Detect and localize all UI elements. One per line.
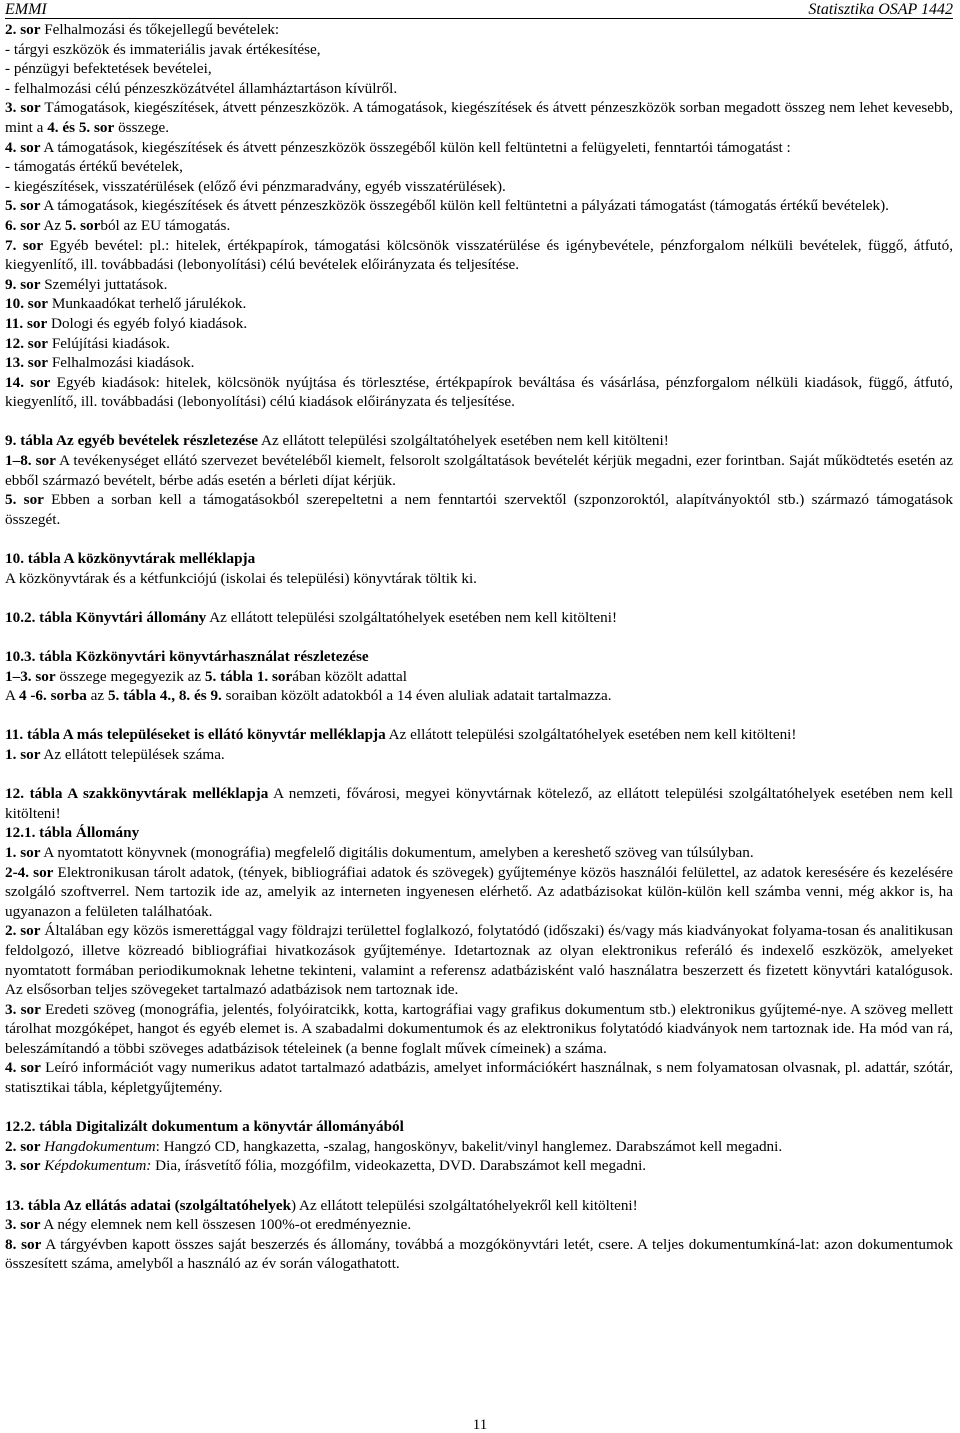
bold-run: 12.1. tábla Állomány xyxy=(5,824,140,842)
paragraph xyxy=(5,608,953,628)
paragraph xyxy=(5,490,953,529)
paragraph-gap xyxy=(5,627,953,647)
paragraph xyxy=(5,275,953,295)
bold-run: 5. tábla 4., 8. és 9. xyxy=(107,687,222,705)
page-header xyxy=(5,0,953,19)
bold-run: 4. sor xyxy=(5,138,41,156)
bold-run: 3. sor xyxy=(5,1000,41,1018)
text-run: Az xyxy=(40,216,65,234)
bold-run: 5. sor xyxy=(64,216,101,234)
text-run: - felhalmozási célú pénzeszközátvétel államháztartáson kívülről. xyxy=(5,79,398,97)
bold-run: 1. sor xyxy=(5,843,41,861)
bold-run: 7. sor xyxy=(5,236,44,254)
text-run: Eredeti szöveg (monográfia, jelentés, folyóiratcikk, kotta, kartográfiai vagy grafikus dokumentum stb.) elektronikus gyűjtemé-nye. A szöveg mellett tárolhat mozgóképet, hangot és egyéb elemet is. A szabadalmi dokumentumok és az elektronikus folytatódó kiadványok nem tartoznak ide. Ha mód van rá, beleszámítandó a többi szöveges adatbázisok tételeinek (a benne foglalt művek címeinek) a száma. xyxy=(5,1000,953,1057)
paragraph xyxy=(5,647,953,667)
paragraph xyxy=(5,1156,953,1176)
paragraph-gap xyxy=(5,529,953,549)
bold-run: 12.2. tábla Digitalizált dokumentum a könyvtár állományából xyxy=(5,1118,404,1136)
bold-run: 1–8. sor xyxy=(5,452,56,470)
bold-run: 2-4. sor xyxy=(5,863,54,881)
paragraph xyxy=(5,431,953,451)
header-left: EMMI xyxy=(5,1,47,18)
text-run: Felhalmozási kiadások. xyxy=(48,354,195,372)
text-run: Elektronikusan tárolt adatok, (tények, bibliográfiai adatok és szövegek) gyűjteménye közös használói felülettel, az adatok keresésére és kezelésére szolgáló szoftverrel. Nem tartozik ide az, amelyik az interneten ingyenesen elérhető. Az adatbázisokat külön-külön kell számba venni, még akkor is, ha ugyanazon a felületen találhatóak. xyxy=(5,863,953,920)
paragraph xyxy=(5,216,953,236)
text-run: A közkönyvtárak és a kétfunkciójú (iskolai és települési) könyvtárak töltik ki. xyxy=(5,569,477,587)
text-run: az xyxy=(86,687,108,705)
bold-run: 13. sor xyxy=(5,354,49,372)
text-run: - támogatás értékű bevételek, xyxy=(5,158,183,176)
paragraph xyxy=(5,1117,953,1137)
text-run: soraiban közölt adatokból a 14 éven aluliak adatait tartalmazza. xyxy=(221,687,612,705)
text-run: Felújítási kiadások. xyxy=(48,334,170,352)
paragraph xyxy=(5,451,953,490)
paragraph xyxy=(5,686,953,706)
header-right: Statisztika OSAP 1442 xyxy=(808,1,953,18)
bold-run: 11. sor xyxy=(5,314,48,332)
bold-run: 1. sor xyxy=(5,745,41,763)
text-run: A négy elemnek nem kell összesen 100%-ot eredményeznie. xyxy=(40,1216,412,1234)
page-number: 11 xyxy=(472,1417,488,1433)
paragraph xyxy=(5,334,953,354)
text-run: Az ellátott települések száma. xyxy=(40,745,225,763)
paragraph-gap xyxy=(5,765,953,785)
paragraph xyxy=(5,549,953,569)
text-run: - kiegészítések, visszatérülések (előző évi pénzmaradvány, egyéb visszatérülések). xyxy=(5,177,506,195)
text-run: Dologi és egyéb folyó kiadások. xyxy=(47,314,248,332)
paragraph xyxy=(5,725,953,745)
bold-run: 13. tábla Az ellátás adatai (szolgáltatóhelyek xyxy=(5,1196,292,1214)
paragraph xyxy=(5,823,953,843)
paragraph xyxy=(5,196,953,216)
bold-run: 10. sor xyxy=(5,295,49,313)
paragraph xyxy=(5,138,953,158)
bold-run: 4 -6. sorba xyxy=(18,687,87,705)
paragraph xyxy=(5,569,953,589)
bold-run: 3. sor xyxy=(5,1157,41,1175)
bold-run: 3. sor xyxy=(5,99,41,117)
paragraph-gap xyxy=(5,1176,953,1196)
paragraph xyxy=(5,294,953,314)
bold-run: 9. tábla Az egyéb bevételek részletezése xyxy=(5,432,259,450)
paragraph xyxy=(5,79,953,99)
bold-run: 2. sor xyxy=(5,1137,41,1155)
italic-run: Hangdokumentum xyxy=(44,1137,156,1155)
bold-run: 3. sor xyxy=(5,1216,41,1234)
bold-run: és 5. sor xyxy=(62,118,115,136)
document-body xyxy=(5,19,953,1274)
paragraph xyxy=(5,236,953,275)
paragraph xyxy=(5,784,953,823)
paragraph-gap xyxy=(5,412,953,432)
bold-run: 1–3. sor xyxy=(5,667,56,685)
text-run: A nyomtatott könyvnek (monográfia) megfelelő digitális dokumentum, amelyben a kereshető szöveg van túlsúlyban. xyxy=(40,843,754,861)
text-run: Támogatások, kiegészítések, átvett pénzeszközök. A támogatások, kiegészítések és átvett pénzeszközök sorban megadott összeg nem lehet kevesebb, mint a xyxy=(5,99,953,136)
paragraph-gap xyxy=(5,588,953,608)
paragraph xyxy=(5,373,953,412)
text-run: A támogatások, kiegészítések és átvett pénzeszközök összegéből külön kell feltüntetni a felügyeleti, fenntartói támogatást : xyxy=(40,138,791,156)
bold-run: 8. sor xyxy=(5,1235,42,1253)
paragraph xyxy=(5,1000,953,1059)
paragraph xyxy=(5,1235,953,1274)
text-run: Munkaadókat terhelő járulékok. xyxy=(48,295,247,313)
text-run: - pénzügyi befektetések bevételei, xyxy=(5,60,212,78)
paragraph-gap xyxy=(5,706,953,726)
paragraph xyxy=(5,843,953,863)
bold-run: 14. sor xyxy=(5,373,51,391)
text-run: A tárgyévben kapott összes saját beszerzés és állomány, továbbá a mozgókönyvtári letét, csere. A teljes dokumentumkíná-lat: azon dokumentumok összesített száma, amelyből a használó az év során válogathatott. xyxy=(5,1235,953,1273)
text-run: Általában egy közös ismerettággal vagy földrajzi területtel foglalkozó, folytatódó (időszaki) és/vagy más kiadványokat folyama-tosan és analitikusan feldolgozó, illetve közreadó bibliográfiai hivatkozások gyűjteménye. Idetartoznak az olyan elektronikus referáló és indexelő eszközök, amelyeket nyomtatott formában periodikumoknak lehetne tekinteni, valamint a referensz adatbázisként való használatra beszerzett és fizetett könyvtári katalógusok. Az elsősorban teljes szövegeket tartalmazó adatbázisok nem tartoznak ide. xyxy=(5,922,954,999)
bold-run: 12. sor xyxy=(5,334,49,352)
paragraph xyxy=(5,157,953,177)
paragraph xyxy=(5,20,953,40)
text-run: A tevékenységet ellátó szervezet bevételéből kiemelt, felsorolt szolgáltatások bevételét kérjük megadni, ezer forintban. Saját működtetés esetén az ebből származó bevételt, bérbe adás esetén a bérleti díjat kérjük. xyxy=(5,452,953,489)
bold-run: 5. tábla 1. sor xyxy=(204,667,293,685)
text-run: Egyéb bevétel: pl.: hitelek, értékpapírok, támogatási kölcsönök visszatérülése és igénybevétele, pénzforgalom nélküli bevételek, függő, átfutó, kiegyenlítő, ill. továbbadási (lebonyolítási) célú bevételek előirányzata és teljesítése. xyxy=(5,236,954,274)
bold-run: 10.3. tábla Közkönyvtári könyvtárhasználat részletezése xyxy=(5,648,369,665)
bold-run: 5. sor xyxy=(5,197,41,215)
paragraph xyxy=(5,59,953,79)
bold-run: 6. sor xyxy=(5,216,41,234)
paragraph xyxy=(5,745,953,765)
bold-run: 11. tábla A más településeket is ellátó könyvtár melléklapja xyxy=(5,726,386,744)
bold-run: 10.2. tábla Könyvtári állomány xyxy=(5,608,207,626)
paragraph xyxy=(5,863,953,922)
paragraph xyxy=(5,177,953,197)
text-run: Ebben a sorban kell a támogatásokból szerepeltetni a nem fenntartói szervektől (szponzoroktól, alapítványoktól stb.) származó támogatások összegét. xyxy=(5,491,953,528)
text-run: Egyéb kiadások: hitelek, kölcsönök nyújtása és törlesztése, értékpapírok beváltása és vásárlása, pénzforgalom nélküli kiadások, függő, átfutó, kiegyenlítő, ill. továbbadási (lebonyolítási) célú kiadások előirányzata és teljesítése. xyxy=(5,373,953,411)
bold-run: 2. sor xyxy=(5,21,41,38)
text-run: Felhalmozási és tőkejellegű bevételek: xyxy=(40,21,280,38)
bold-run: 5. sor xyxy=(5,491,44,509)
paragraph xyxy=(5,353,953,373)
text-run: - tárgyi eszközök és immateriális javak értékesítése, xyxy=(5,40,321,58)
bold-run: 9. sor xyxy=(5,275,41,293)
text-run: A xyxy=(5,687,19,705)
text-run: Az ellátott települési szolgáltatóhelyek esetében nem kell kitölteni! xyxy=(258,432,669,450)
text-run: ) Az ellátott települési szolgáltatóhelyekről kell kitölteni! xyxy=(291,1196,638,1214)
bold-run: 4. xyxy=(47,118,59,136)
italic-run: Képdokumentum: xyxy=(44,1157,152,1175)
paragraph xyxy=(5,1058,953,1097)
paragraph xyxy=(5,667,953,687)
text-run: Dia, írásvetítő fólia, mozgófilm, videokazetta, DVD. Darabszámot kell megadni. xyxy=(151,1157,647,1175)
paragraph xyxy=(5,1215,953,1235)
text-run: összege megegyezik az xyxy=(55,667,205,685)
paragraph xyxy=(5,98,953,137)
text-run: A nemzeti, fővárosi, megyei könyvtárnak kötelező, az ellátott települési szolgáltatóhelyek esetében nem kell kitölteni! xyxy=(5,785,953,822)
bold-run: 4. sor xyxy=(5,1059,41,1077)
paragraph xyxy=(5,314,953,334)
bold-run: 12. tábla A szakkönyvtárak melléklapja xyxy=(5,785,269,803)
paragraph-gap xyxy=(5,1098,953,1118)
text-run: ból az EU támogatás. xyxy=(100,216,231,234)
text-run: : Hangzó CD, hangkazetta, -szalag, hangoskönyv, bakelit/vinyl hanglemez. Darabszámot kell megadni. xyxy=(155,1137,783,1155)
bold-run: 10. tábla A közkönyvtárak melléklapja xyxy=(5,550,256,568)
paragraph xyxy=(5,1137,953,1157)
text-run: Leíró információt vagy numerikus adatot tartalmazó adatbázis, amelyet információkért használnak, s nem folyamatosan olvasnak, pl. adattár, szótár, statisztikai tábla, képletgyűjtemény. xyxy=(5,1059,953,1097)
text-run: ában közölt adattal xyxy=(292,667,407,685)
paragraph xyxy=(5,40,953,60)
text-run: összege. xyxy=(114,118,170,136)
paragraph xyxy=(5,1196,953,1216)
text-run: A támogatások, kiegészítések és átvett pénzeszközök összegéből külön kell feltüntetni a pályázati támogatást (támogatás értékű bevételek). xyxy=(40,197,889,215)
paragraph xyxy=(5,921,953,999)
text-run: Személyi juttatások. xyxy=(40,275,168,293)
text-run: Az ellátott települési szolgáltatóhelyek esetében nem kell kitölteni! xyxy=(385,726,797,744)
bold-run: 2. sor xyxy=(5,922,41,940)
text-run: Az ellátott települési szolgáltatóhelyek esetében nem kell kitölteni! xyxy=(206,608,618,626)
